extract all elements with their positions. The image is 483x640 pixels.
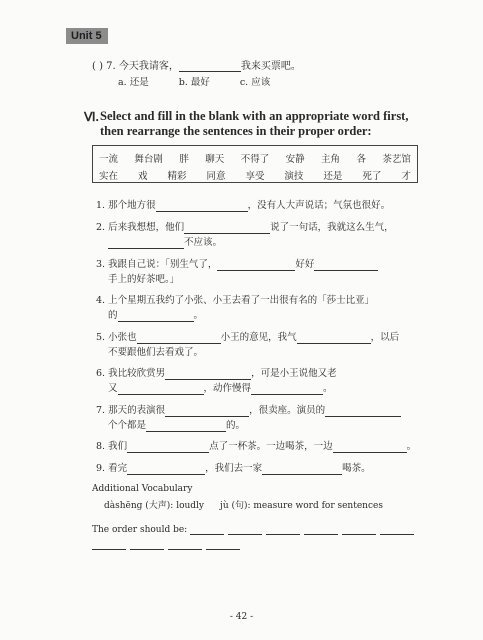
sentence-2 (96, 222, 394, 234)
question-7-suffix: 我来买票吧。 (240, 61, 301, 72)
word: 戏 (137, 171, 148, 182)
sentence-5 (96, 332, 399, 344)
sentence-7 (96, 405, 401, 417)
sentence-text: 不要跟他们去看戏了。 (108, 347, 204, 358)
sentence-text: 的 (108, 310, 118, 321)
order-row-2 (92, 540, 244, 550)
fill-blank[interactable] (314, 260, 378, 271)
fill-blank[interactable] (118, 384, 204, 395)
unit-badge: Unit 5 (66, 28, 108, 44)
sentence-6-line-2 (96, 383, 333, 395)
sentence-3 (96, 259, 378, 271)
order-blank[interactable] (168, 540, 202, 550)
sentence-text: 7. 那天的表演很 (96, 405, 166, 416)
order-label: The order should be: (92, 525, 188, 535)
vocab-entries (104, 498, 383, 511)
sentence-text: ，很卖座。演员的 (249, 405, 326, 416)
word: 死了 (362, 171, 382, 182)
order-blank[interactable] (342, 525, 376, 535)
sentence-text: 不应该。 (184, 237, 223, 248)
word: 还是 (323, 171, 343, 182)
sentence-text: 。 (193, 310, 204, 321)
sentence-text: 9. 看完 (96, 463, 128, 474)
option-a[interactable]: a. 还是 (118, 77, 149, 88)
order-blank[interactable] (304, 525, 338, 535)
option-b[interactable]: b. 最好 (178, 77, 210, 88)
fill-blank[interactable] (165, 406, 249, 417)
word: 聊天 (205, 154, 225, 165)
sentence-text: 8. 我们 (96, 441, 128, 452)
fill-blank[interactable] (137, 333, 221, 344)
fill-blank[interactable] (146, 421, 226, 432)
sentence-text: 3. 我跟自己说：「别生气了， (96, 259, 218, 270)
word: 茶艺馆 (382, 154, 411, 165)
order-blank[interactable] (266, 525, 300, 535)
fill-blank[interactable] (251, 384, 323, 395)
question-7-options (118, 74, 300, 88)
fill-blank[interactable] (165, 369, 251, 380)
sentence-8 (96, 441, 416, 453)
sentence-9 (96, 463, 371, 475)
order-blank[interactable] (228, 525, 262, 535)
word: 享受 (245, 171, 265, 182)
word: 同意 (206, 171, 226, 182)
order-blank[interactable] (206, 540, 240, 550)
option-c[interactable]: c. 应该 (239, 77, 271, 88)
word-bank-row-1 (99, 151, 411, 165)
order-blank[interactable] (130, 540, 164, 550)
question-7-blank[interactable] (179, 61, 241, 72)
sentence-text: 5. 小张也 (96, 332, 137, 343)
fill-blank[interactable] (127, 464, 205, 475)
sentence-text: 。 (323, 383, 333, 394)
sentence-text: ，以后 (370, 332, 400, 343)
vocab-entry-ju: jù (句): measure word for sentences (220, 501, 383, 511)
word: 演技 (284, 171, 304, 182)
word: 精彩 (167, 171, 187, 182)
sentence-text: ，动作慢得 (203, 383, 252, 394)
sentence-5-line-2 (96, 347, 203, 359)
question-7 (92, 57, 301, 72)
sentence-text: 手上的好茶吧。」 (108, 274, 180, 285)
word-bank (92, 145, 418, 183)
sentence-4-line-2 (96, 310, 203, 322)
sentence-1 (96, 200, 390, 212)
fill-blank[interactable] (184, 223, 270, 234)
fill-blank[interactable] (127, 442, 209, 453)
sentence-3-line-2 (96, 274, 179, 286)
section-number: Ⅵ. (84, 110, 100, 124)
order-row-1 (92, 525, 418, 535)
word: 一流 (99, 154, 119, 165)
sentence-7-line-2 (96, 420, 245, 432)
page-number: - 42 - (229, 612, 254, 622)
sentence-text: 点了一杯茶。一边喝茶，一边 (209, 441, 333, 452)
fill-blank[interactable] (297, 333, 371, 344)
vocab-heading: Additional Vocabulary (92, 484, 193, 494)
fill-blank[interactable] (262, 464, 342, 475)
word: 胖 (179, 154, 189, 165)
sentence-text: 说了一句话，我就这么生气， (270, 222, 394, 233)
sentence-text: 。 (406, 441, 417, 452)
sentence-text: 小王的意见，我气 (220, 332, 297, 343)
fill-blank[interactable] (325, 406, 401, 417)
fill-blank[interactable] (156, 201, 248, 212)
word: 舞台剧 (134, 154, 163, 165)
fill-blank[interactable] (118, 311, 194, 322)
sentence-text: 4. 上个星期五我约了小张、小王去看了一出很有名的「莎士比亚」 (96, 295, 375, 306)
sentence-text: 个个都是 (108, 420, 147, 431)
section-title: Select and fill in the blank with an appropriate word first, then rearrange the sentences in their proper order: (100, 109, 409, 138)
fill-blank[interactable] (217, 260, 295, 271)
question-7-prefix: ( ) 7. 今天我请客， (92, 61, 179, 72)
fill-blank[interactable] (108, 238, 184, 249)
sentence-text: 的。 (226, 420, 246, 431)
sentence-text: 好好 (295, 259, 315, 270)
fill-blank[interactable] (333, 442, 407, 453)
order-blank[interactable] (380, 525, 414, 535)
sentence-text: ，我们去一家 (205, 463, 263, 474)
word: 实在 (99, 171, 119, 182)
word-bank-row-2 (99, 168, 411, 182)
sentence-text: ，没有人大声说话；气氛也很好。 (247, 200, 391, 211)
sentence-2-line-2 (96, 237, 222, 249)
order-blank[interactable] (92, 540, 126, 550)
sentence-text: 2. 后来我想想，他们 (96, 222, 185, 233)
sentence-text: 又 (108, 383, 118, 394)
sentence-4 (96, 295, 374, 307)
vocab-entry-loudly: dàshēng (大声): loudly (104, 501, 205, 511)
sentence-text: 1. 那个地方很 (96, 200, 156, 211)
word: 各 (356, 154, 366, 165)
word: 安静 (285, 154, 305, 165)
word: 主角 (321, 154, 341, 165)
sentence-6 (96, 368, 337, 380)
word: 不得了 (240, 154, 270, 165)
sentence-text: 6. 我比较欣赏男 (96, 368, 166, 379)
sentence-text: ，可是小王说他又老 (251, 368, 337, 379)
word: 才 (401, 171, 411, 182)
order-blank[interactable] (190, 525, 224, 535)
sentence-text: 喝茶。 (342, 463, 371, 474)
